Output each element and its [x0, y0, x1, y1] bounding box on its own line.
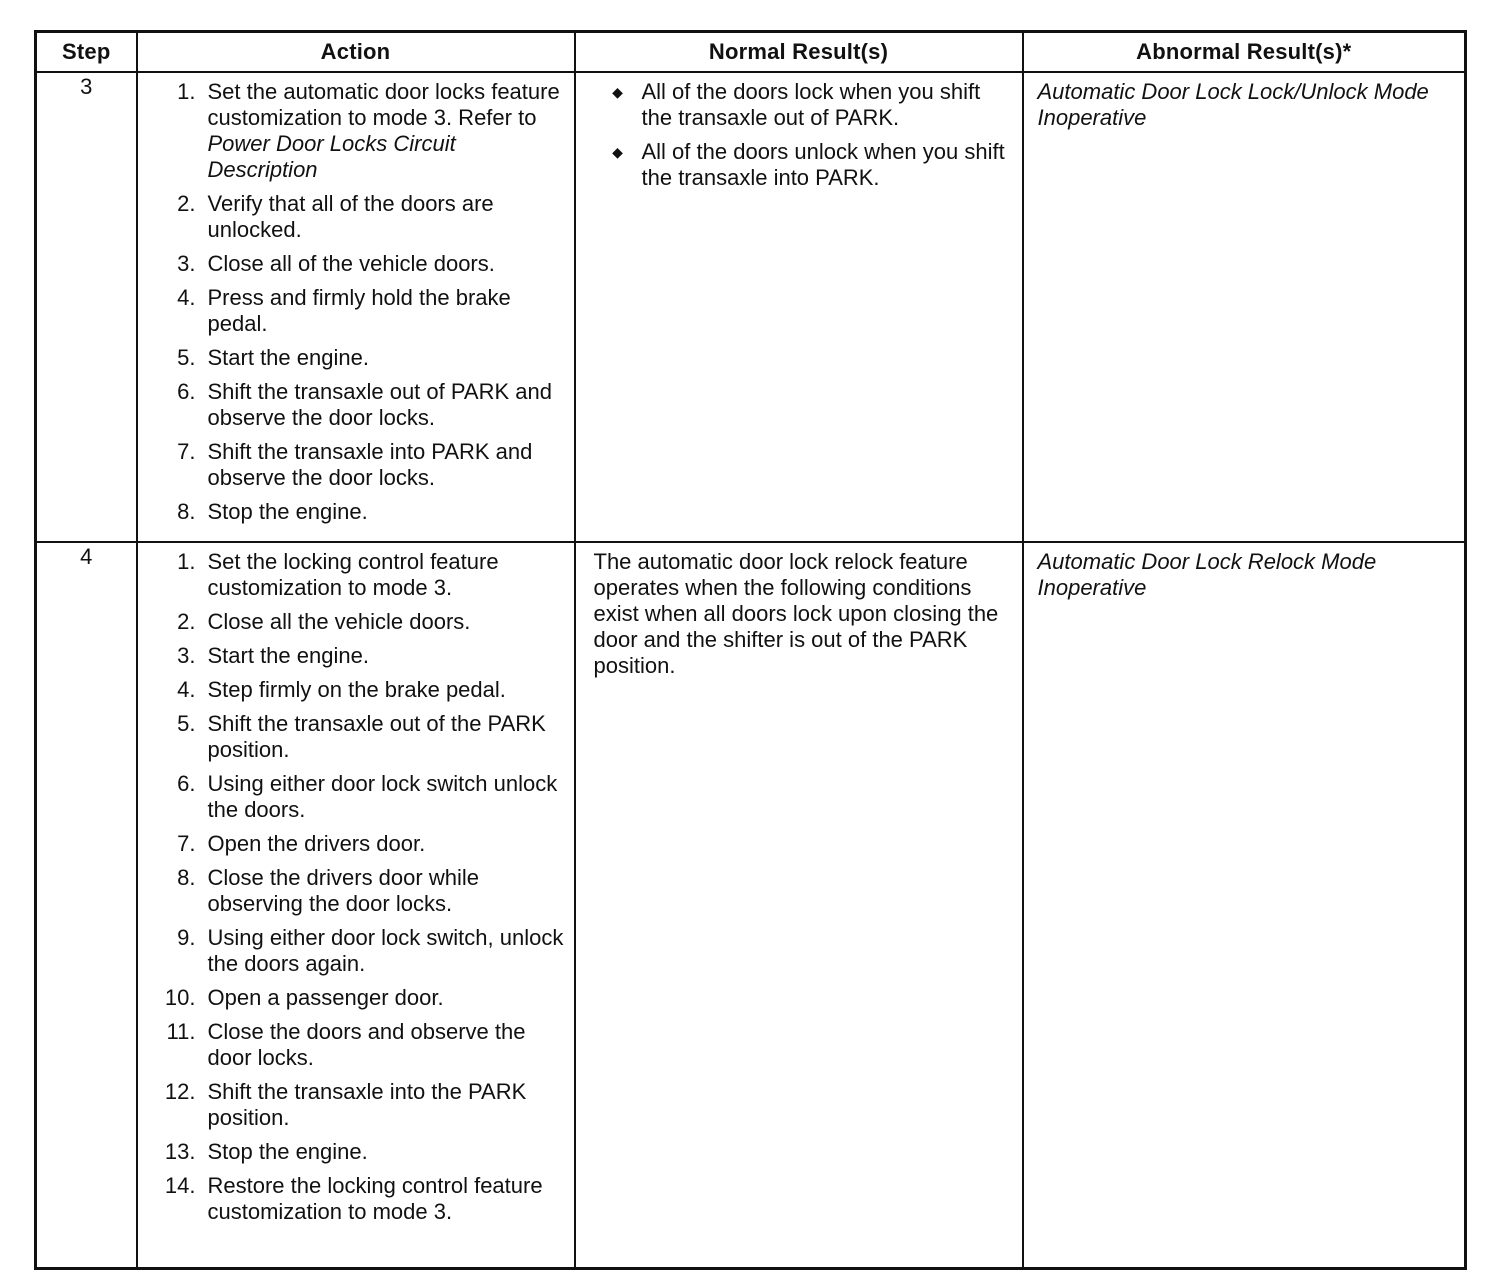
action-item: 6. Using either door lock switch unlock the doors.	[177, 771, 558, 822]
action-list	[152, 79, 566, 525]
action-item: 12. Shift the transaxle into the PARK position.	[164, 1079, 527, 1130]
action-item: 5. Start the engine.	[177, 345, 369, 370]
action-item: 3. Close all of the vehicle doors.	[177, 251, 495, 276]
action-item: 4. Step firmly on the brake pedal.	[177, 677, 506, 702]
action-item: 3. Start the engine.	[177, 643, 369, 668]
header-row	[36, 32, 1466, 73]
action-item: 10. Open a passenger door.	[164, 985, 444, 1010]
procedure-table	[34, 30, 1467, 1270]
action-cell	[137, 72, 575, 542]
action-list	[152, 549, 566, 1225]
normal-result-cell: The automatic door lock relock feature operates when the following conditions exist when all doors lock upon closing the door and the shifter is out of the PARK position.	[575, 542, 1023, 1269]
action-item: 14. Restore the locking control feature customization to mode 3.	[164, 1173, 543, 1224]
abnormal-result-cell: Automatic Door Lock Lock/Unlock Mode Inoperative	[1023, 72, 1466, 542]
action-item: 8. Stop the engine.	[177, 499, 368, 524]
normal-result-list	[594, 79, 1010, 191]
action-item: 2. Verify that all of the doors are unlocked.	[177, 191, 494, 242]
action-item: 2. Close all the vehicle doors.	[177, 609, 471, 634]
bullet-icon: ◆	[612, 84, 623, 100]
action-item: 6. Shift the transaxle out of PARK and observe the door locks.	[177, 379, 552, 430]
action-item: 7. Open the drivers door.	[177, 831, 426, 856]
result-bullet-item: ◆ All of the doors unlock when you shift the transaxle into PARK.	[594, 139, 1010, 191]
step-number: 4	[36, 542, 137, 1269]
header-normal-results: Normal Result(s)	[575, 32, 1023, 73]
action-item: 4. Press and firmly hold the brake pedal.	[177, 285, 511, 336]
result-bullet-item: ◆ All of the doors lock when you shift the transaxle out of PARK.	[594, 79, 1010, 131]
action-item: 1. Set the automatic door locks feature customization to mode 3. Refer to Power Door Locks Circuit Description	[177, 79, 560, 182]
action-item: 5. Shift the transaxle out of the PARK position.	[177, 711, 546, 762]
action-cell	[137, 542, 575, 1269]
header-step: Step	[36, 32, 137, 73]
normal-result-cell	[575, 72, 1023, 542]
table-row	[36, 72, 1466, 542]
abnormal-result-cell: Automatic Door Lock Relock Mode Inoperative	[1023, 542, 1466, 1269]
action-item: 7. Shift the transaxle into PARK and observe the door locks.	[177, 439, 533, 490]
action-item: 13. Stop the engine.	[164, 1139, 368, 1164]
cross-reference-link: Power Door Locks Circuit Description	[207, 131, 456, 182]
action-item: 8. Close the drivers door while observing the door locks.	[177, 865, 479, 916]
action-item: 9. Using either door lock switch, unlock the doors again.	[177, 925, 564, 976]
action-item: 11. Close the doors and observe the door locks.	[166, 1019, 526, 1070]
step-number: 3	[36, 72, 137, 542]
action-item: 1. Set the locking control feature customization to mode 3.	[177, 549, 499, 600]
table-row	[36, 542, 1466, 1269]
bullet-icon: ◆	[612, 144, 623, 160]
header-action: Action	[137, 32, 575, 73]
header-abnormal-results: Abnormal Result(s)*	[1023, 32, 1466, 73]
